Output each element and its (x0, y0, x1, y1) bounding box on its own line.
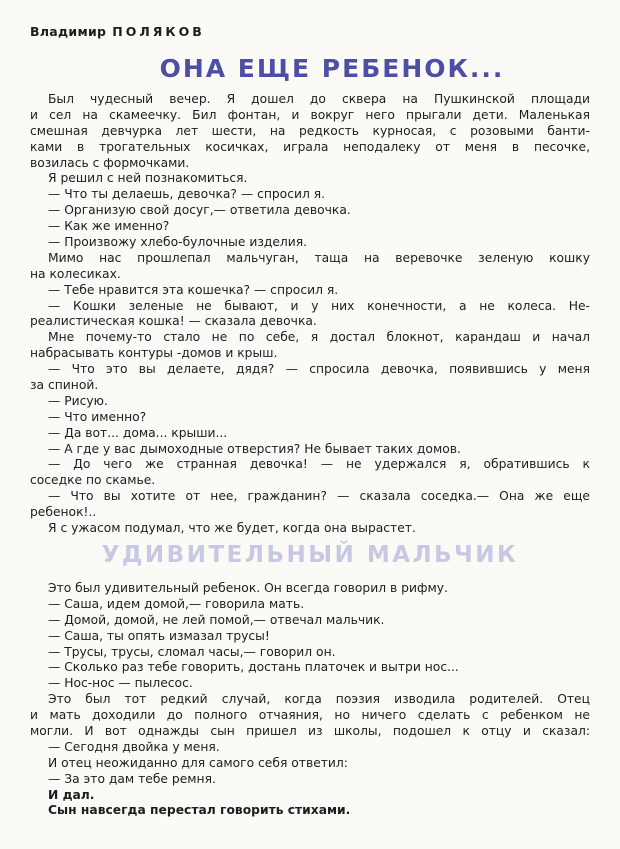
text-line: — До чего же странная девочка! — не удержался я, обратившись к (48, 457, 590, 472)
text-line: — Тебе нравится эта кошечка? — спросил я. (48, 282, 339, 297)
text-line: — Как же именно? (48, 219, 170, 234)
text-line: Я решил с ней познакомиться. (48, 171, 248, 186)
text-line: — Сколько раз тебе говорить, достань платочек и вытри нос... (48, 660, 459, 675)
text-line: — Что это вы делаете, дядя? — спросила девочка, появившись у меня (48, 362, 590, 377)
text-line: — Что именно? (48, 409, 147, 424)
text-line: и мать доходили до полного отчаяния, но ничего сделать с ребенком не (30, 708, 590, 723)
text-line: Я с ужасом подумал, что же будет, когда она вырастет. (48, 521, 416, 536)
text-line: и сел на скамеечку. Бил фонтан, и вокруг него прыгали дети. Маленькая (30, 107, 590, 122)
text-line: — Да вот... дома... крыши... (48, 425, 228, 440)
text-line: ками в трогательных косичках, играла неподалеку от меня в песочке, (30, 139, 590, 154)
text-line: Был чудесный вечер. Я дошел до сквера на Пушкинской площади (48, 92, 590, 106)
text-line: — Организую свой досуг,— ответила девочка. (48, 203, 351, 218)
text-line: И дал. (48, 787, 95, 802)
text-line: — Саша, идем домой,— говорила мать. (48, 596, 305, 611)
text-line: — Что ты делаешь, девочка? — спросил я. (48, 187, 326, 202)
author-first-name: Владимир (30, 24, 107, 39)
text-line: — Трусы, трусы, сломал часы,— говорил он. (48, 644, 336, 659)
text-line: — А где у вас дымоходные отверстия? Не бывает таких домов. (48, 441, 461, 456)
author-last-name: ПОЛЯКОВ (112, 24, 205, 39)
text-line: — Домой, домой, не лей помой,— отвечал мальчик. (48, 612, 385, 627)
text-line: соседке по скамье. (30, 473, 156, 488)
text-line: набрасывать контуры -домов и крыш. (30, 346, 278, 361)
text-line: Сын навсегда перестал говорить стихами. (48, 803, 351, 818)
author-byline (30, 24, 205, 39)
text-line: — Произвожу хлебо-булочные изделия. (48, 235, 308, 250)
text-line: — За это дам тебе ремня. (48, 771, 216, 786)
text-line: могли. И вот однажды сын пришел из школы, подошел к отцу и сказал: (30, 724, 590, 739)
story-body-1 (30, 92, 590, 537)
story-title-1: ОНА ЕЩЕ РЕБЕНОК... (159, 54, 505, 83)
text-line: — Саша, ты опять измазал трусы! (48, 628, 270, 643)
text-line: Мимо нас прошлепал мальчуган, таща на веревочке зеленую кошку (48, 250, 590, 265)
text-line: — Рисую. (48, 393, 108, 408)
story-body-2 (30, 581, 590, 819)
story-title-2: УДИВИТЕЛЬНЫЙ МАЛЬЧИК (101, 542, 519, 568)
text-line: смешная девчурка лет шести, на редкость курносая, с розовыми банти- (30, 123, 590, 138)
text-line: — Кошки зеленые не бывают, и у них конечности, а не колеса. Не- (48, 298, 590, 313)
text-line: — Нос-нос — пылесос. (48, 676, 193, 691)
text-line: — Сегодня двойка у меня. (48, 739, 220, 754)
text-line: за спиной. (30, 378, 99, 393)
text-line: возилась с формочками. (30, 155, 190, 170)
text-line: Мне почему-то стало не по себе, я достал блокнот, карандаш и начал (48, 330, 590, 345)
text-line: Это был тот редкий случай, когда поэзия изводила родителей. Отец (48, 692, 590, 707)
text-line: на колесиках. (30, 266, 121, 281)
text-line: И отец неожиданно для самого себя ответил: (48, 755, 348, 770)
text-line: реалистическая кошка! — сказала девочка. (30, 314, 317, 329)
text-line: Это был удивительный ребенок. Он всегда говорил в рифму. (48, 581, 448, 595)
text-line: ребенок!.. (30, 505, 97, 520)
text-line: — Что вы хотите от нее, гражданин? — сказала соседка.— Она же еще (48, 489, 590, 504)
